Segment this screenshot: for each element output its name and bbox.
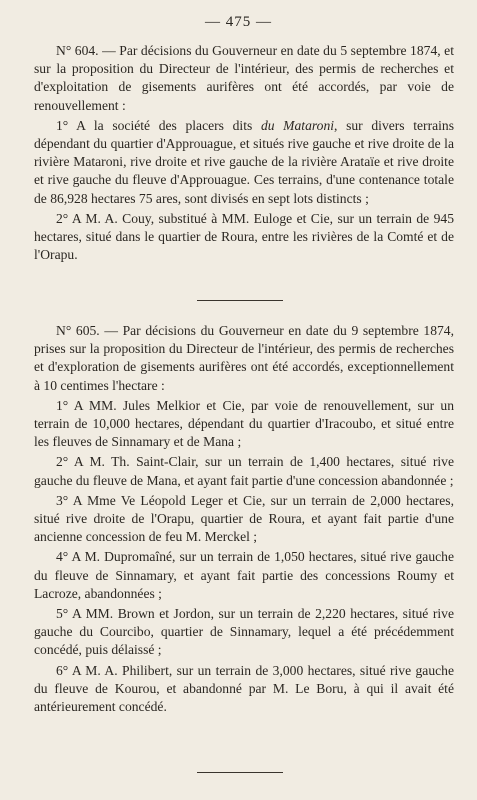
decision-604-item-1-rest: , sur divers terrains dépendant du quartier d'Approuague, et situés rive gauche et rive droite de la rivière Mataroni, rive droite et rive gauche de la rivière Arataïe et rive droite et rive gauche du fleuve d'Approuague. Ces terrains, d'une contenance totale de 86,928 hectares 75 ares, sont divisés en sept lots distincts ; xyxy=(34,117,454,206)
section-divider-bottom xyxy=(197,772,283,773)
decision-605-item-6: 6° A M. A. Philibert, sur un terrain de 3,000 hectares, situé rive gauche du fleuve de Kourou, et abandonné par M. Le Boru, à qui il avait été antérieurement concédé. xyxy=(34,662,454,715)
decision-605-item-3: 3° A Mme Ve Léopold Leger et Cie, sur un terrain de 2,000 hectares, situé rive droite de l'Orapu, quartier de Roura, et ayant fait partie d'une ancienne concession de feu M. Merckel ; xyxy=(34,492,454,545)
decision-604 xyxy=(34,42,454,266)
decision-604-item-2: 2° A M. A. Couy, substitué à MM. Euloge et Cie, sur un terrain de 945 hectares, situé dans le quartier de Roura, entre les rivières de la Comté et de l'Orapu. xyxy=(34,210,454,263)
decision-605 xyxy=(34,322,454,718)
decision-605-item-1: 1° A MM. Jules Melkior et Cie, par voie de renouvellement, sur un terrain de 10,000 hectares, dépendant du quartier d'Iracoubo, et situé entre les fleuves de Sinnamary et de Mana ; xyxy=(34,397,454,450)
decision-605-item-4: 4° A M. Dupromaîné, sur un terrain de 1,050 hectares, situé rive gauche du fleuve de Sinnamary, et ayant fait partie des concessions Roumy et Lacroze, abandonnées ; xyxy=(34,549,454,601)
decision-604-item-1-italic: du Mataroni xyxy=(260,117,335,133)
decision-605-item-2: 2° A M. Th. Saint-Clair, sur un terrain de 1,400 hectares, situé rive gauche du fleuve de Mana, et ayant fait partie d'une concession abandonnée ; xyxy=(34,454,454,488)
decision-604-intro: N° 604. — Par décisions du Gouverneur en date du 5 septembre 1874, et sur la proposition du Directeur de l'intérieur, des permis de recherches et d'exploitation de gisements aurifères ont été accordés, par voie de renouvellement : xyxy=(34,43,454,113)
section-divider xyxy=(197,300,283,301)
decision-605-item-5: 5° A MM. Brown et Jordon, sur un terrain de 2,220 hectares, situé rive gauche du Courcibo, quartier de Sinnamary, lequel a été précédemment concédé, puis délaissé ; xyxy=(34,606,454,658)
decision-604-item-1-text: 1° A la société des placers dits xyxy=(56,117,261,133)
decision-604-item-1 xyxy=(34,117,454,208)
page-number: — 475 — xyxy=(205,14,272,30)
decision-605-intro: N° 605. — Par décisions du Gouverneur en date du 9 septembre 1874, prises sur la proposition du Directeur de l'intérieur, des permis de recherches et d'exploration de gisements aurifères ont été accordés, exceptionnellement à 10 centimes l'hectare : xyxy=(34,323,454,393)
